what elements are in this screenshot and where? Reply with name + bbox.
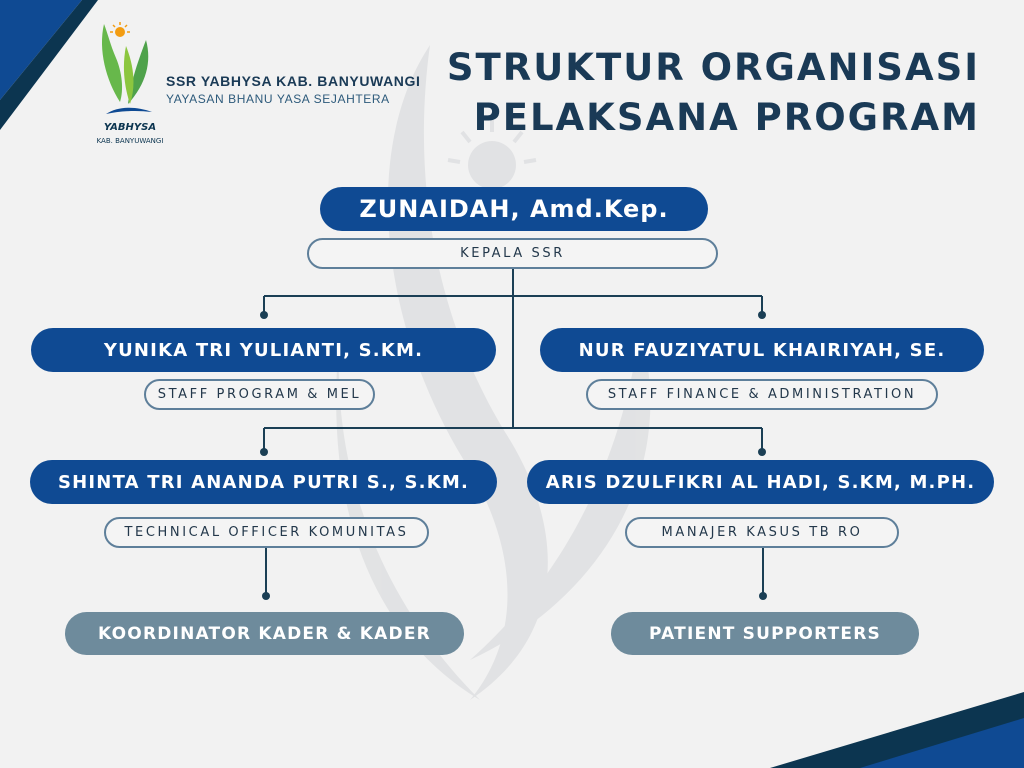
head-role-pill: KEPALA SSR (307, 238, 718, 269)
yabhysa-logo-icon (96, 10, 162, 126)
technical-officer-name-pill: SHINTA TRI ANANDA PUTRI S., S.KM. (30, 460, 497, 504)
title-line-1: STRUKTUR ORGANISASI (446, 46, 980, 89)
staff-program-name-pill: YUNIKA TRI YULIANTI, S.KM. (31, 328, 496, 372)
case-manager-name-pill: ARIS DZULFIKRI AL HADI, S.KM, M.PH. (527, 460, 994, 504)
case-manager-role-pill: MANAJER KASUS TB RO (625, 517, 899, 548)
head-name-pill: ZUNAIDAH, Amd.Kep. (320, 187, 708, 231)
technical-officer-role-pill: TECHNICAL OFFICER KOMUNITAS (104, 517, 429, 548)
foundation-name: YAYASAN BHANU YASA SEJAHTERA (166, 92, 390, 106)
org-name: SSR YABHYSA KAB. BANYUWANGI (166, 73, 421, 89)
staff-finance-role-pill: STAFF FINANCE & ADMINISTRATION (586, 379, 938, 410)
staff-finance-name-pill: NUR FAUZIYATUL KHAIRIYAH, SE. (540, 328, 984, 372)
kader-pill: KOORDINATOR KADER & KADER (65, 612, 464, 655)
watermark-logo (336, 45, 650, 700)
patient-supporters-pill: PATIENT SUPPORTERS (611, 612, 919, 655)
staff-program-role-pill: STAFF PROGRAM & MEL (144, 379, 375, 410)
logo-subtext: KAB. BANYUWANGI (96, 137, 164, 145)
title-line-2: PELAKSANA PROGRAM (473, 96, 980, 139)
logo-text: YABHYSA (103, 122, 157, 133)
